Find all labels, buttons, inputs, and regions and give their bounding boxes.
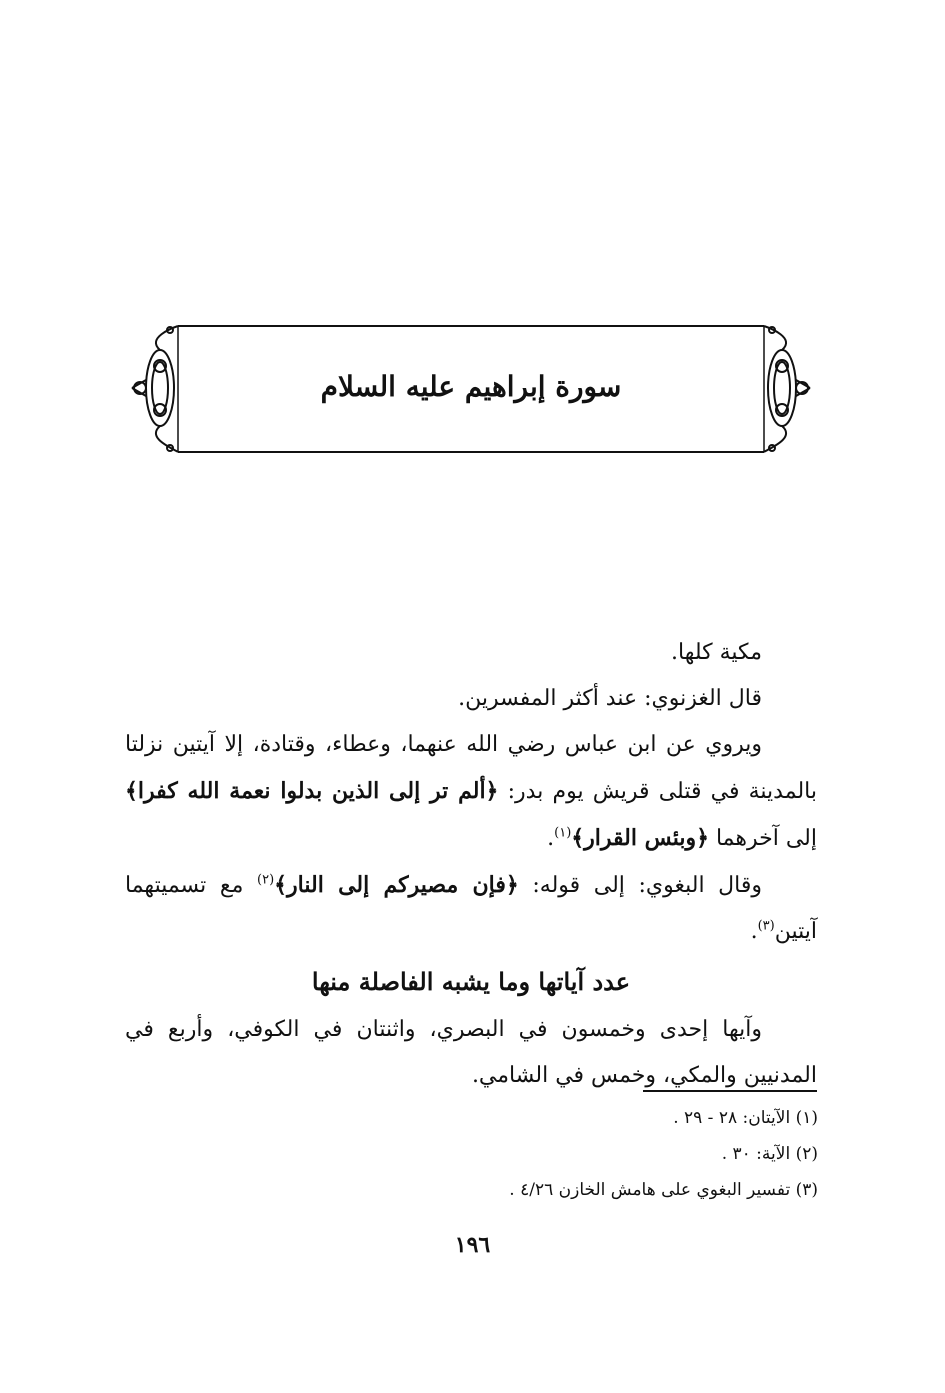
footnote-ref: (١) xyxy=(554,825,572,841)
quran-quote: ﴿فإن مصيركم إلى النار﴾ xyxy=(274,872,519,898)
text-segment: مع تسميتهما آيتين xyxy=(125,873,817,944)
text-segment: . xyxy=(750,919,758,944)
section-heading: عدد آياتها وما يشبه الفاصلة منها xyxy=(311,967,631,996)
paragraph-makkiyya: مكية كلها. xyxy=(671,640,762,665)
paragraph-verse-count: وآيها إحدى وخمسون في البصري، واثنتان في الكوفي، وأربع في المدنيين والمكي، وخمس في الشامي. xyxy=(125,1017,817,1088)
paragraph-ghaznawi: قال الغزنوي: عند أكثر المفسرين. xyxy=(458,686,762,711)
main-text xyxy=(125,630,817,1099)
quran-quote: ﴿ألم تر إلى الذين بدلوا نعمة الله كفرا﴾ xyxy=(125,778,499,804)
footnote-separator xyxy=(643,1090,817,1092)
footnote-2: (٢) الآية: ٣٠ . xyxy=(721,1144,818,1164)
footnote-ref: (٢) xyxy=(257,872,275,888)
footnote-1: (١) الآيتان: ٢٨ - ٢٩ . xyxy=(673,1108,818,1128)
text-segment: وقال البغوي: إلى قوله: xyxy=(518,873,763,898)
page-number: ١٩٦ xyxy=(454,1232,491,1258)
footnote-3: (٣) تفسير البغوي على هامش الخازن ٤/٢٦ . xyxy=(509,1180,818,1200)
footnote-ref: (٣) xyxy=(757,918,775,934)
quran-quote: ﴿وبئس القرار﴾ xyxy=(571,825,709,851)
paragraph-ibn-abbas xyxy=(125,722,817,862)
footnotes xyxy=(300,1100,818,1208)
title-frame xyxy=(126,318,816,468)
text-segment: إلى آخرهما xyxy=(708,826,817,851)
paragraph-baghawi xyxy=(125,862,817,955)
surah-title: سورة إبراهيم عليه السلام xyxy=(320,370,622,403)
text-segment: ويروي عن ابن عباس رضي الله عنهما، وعطاء، وقتادة، إلا آيتين نزلتا بالمدينة في قتلى قريش يوم بدر: xyxy=(125,732,817,804)
text-segment: . xyxy=(547,826,555,851)
